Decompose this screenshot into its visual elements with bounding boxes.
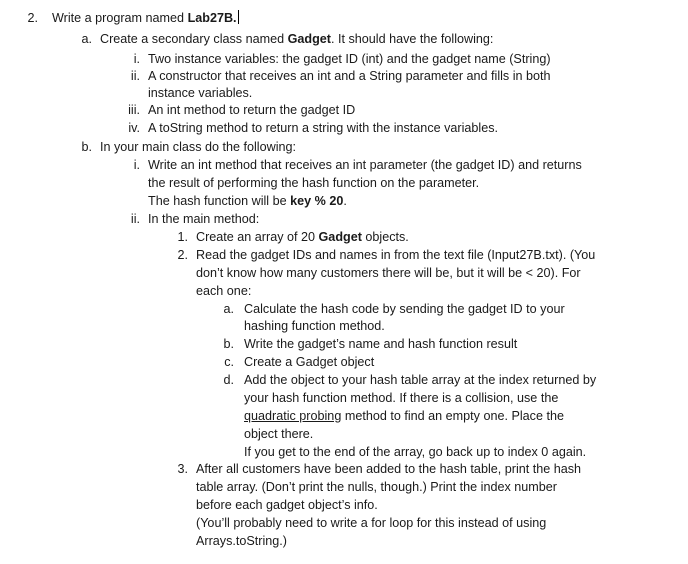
item-b-ii-text: In the main method: [148,212,260,226]
question-title [52,10,239,26]
list-marker-a-iii: iii. [128,103,140,117]
hash-function-prefix: The hash function will be [148,194,291,208]
step-3-line5: Arrays.toString.) [196,534,287,548]
substep-marker-a: a. [223,302,234,316]
quadratic-probing-link[interactable]: quadratic probing [244,409,342,423]
substep-marker-b: b. [223,337,234,351]
substep-d-line3 [244,408,564,424]
step-marker-1: 1. [177,230,188,244]
step-1-text [196,229,409,245]
step-2-line1: Read the gadget IDs and names in from the text file (Input27B.txt). (You [196,248,596,262]
hash-function-suffix: . [343,194,347,208]
list-marker-a-i: i. [133,52,140,66]
text-cursor [238,10,239,24]
substep-d-line3-suffix: method to find an empty one. Place the [341,409,564,423]
program-name: Lab27B. [187,11,237,25]
substep-marker-c: c. [224,355,234,369]
list-marker-a-ii: ii. [130,69,140,83]
item-a-iv-text: A toString method to return a string with the instance variables. [148,121,499,135]
substep-d-line5: If you get to the end of the array, go back up to index 0 again. [244,445,587,459]
substep-a-line1: Calculate the hash code by sending the gadget ID to your [244,302,565,316]
substep-d-line1: Add the object to your hash table array at the index returned by [244,373,597,387]
step-1-classname: Gadget [318,230,362,244]
item-a-text [100,31,493,47]
substep-c-text: Create a Gadget object [244,355,375,369]
item-a-suffix: . It should have the following: [331,32,494,46]
step-3-line2: table array. (Don’t print the nulls, though.) Print the index number [196,480,557,494]
list-marker-b-ii: ii. [130,212,140,226]
step-3-line1: After all customers have been added to the hash table, print the hash [196,462,582,476]
step-2-line3: each one: [196,284,252,298]
substep-a-line2: hashing function method. [244,319,385,333]
item-a-ii-line2: instance variables. [148,86,253,100]
step-3-line3: before each gadget object’s info. [196,498,378,512]
list-marker-a-iv: iv. [128,121,140,135]
item-a-iii-text: An int method to return the gadget ID [148,103,356,117]
class-name-gadget: Gadget [287,32,331,46]
list-marker-b-i: i. [133,158,140,172]
substep-d-line4: object there. [244,427,314,441]
step-3-line4: (You’ll probably need to write a for loop for this instead of using [196,516,547,530]
step-marker-2: 2. [177,248,188,262]
substep-d-line2: your hash function method. If there is a collision, use the [244,391,559,405]
question-title-prefix: Write a program named [52,11,188,25]
item-b-i-line2: the result of performing the hash function on the parameter. [148,176,480,190]
step-1-prefix: Create an array of 20 [196,230,319,244]
step-marker-3: 3. [177,462,188,476]
step-1-suffix: objects. [361,230,409,244]
question-number: 2. [27,11,38,25]
hash-function-formula: key % 20 [290,194,344,208]
substep-b-text: Write the gadget’s name and hash function result [244,337,518,351]
step-2-line2: don’t know how many customers there will be, but it will be < 20). For [196,266,581,280]
item-b-i-line3 [148,193,347,209]
item-a-prefix: Create a secondary class named [100,32,288,46]
item-a-i-text: Two instance variables: the gadget ID (int) and the gadget name (String) [148,52,551,66]
item-b-text: In your main class do the following: [100,140,297,154]
list-marker-b: b. [81,140,92,154]
substep-marker-d: d. [223,373,234,387]
item-b-i-line1: Write an int method that receives an int parameter (the gadget ID) and returns [148,158,582,172]
list-marker-a: a. [81,32,92,46]
item-a-ii-line1: A constructor that receives an int and a String parameter and fills in both [148,69,551,83]
